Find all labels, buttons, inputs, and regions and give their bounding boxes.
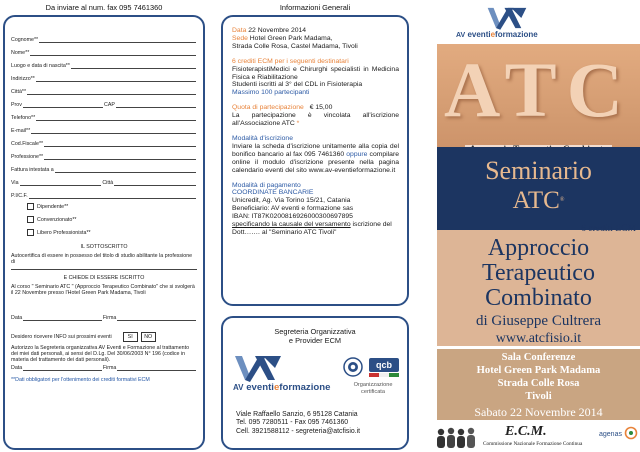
sottoscritto-heading: IL SOTTOSCRITTO <box>80 244 128 250</box>
venue-band <box>437 349 640 420</box>
checkbox-label: Libero Professionista** <box>37 229 91 236</box>
mandatory-footnote: **Dati obbligatori per l'ottenimento dei crediti formativi ECM <box>11 377 150 383</box>
professione-line[interactable] <box>11 265 197 270</box>
chiede-heading: E CHIEDE DI ESSERE ISCRITTO <box>63 275 145 281</box>
registration-form <box>3 15 205 450</box>
author-line: di Giuseppe Cultrera <box>476 313 601 329</box>
data-label: Data <box>11 315 23 321</box>
segreteria-contact <box>236 411 360 436</box>
form-field-row <box>11 69 197 82</box>
checkbox-group <box>11 200 197 239</box>
max-participants: Massimo 100 partecipanti <box>232 89 310 97</box>
form-field-input-line[interactable] <box>23 103 103 108</box>
checkbox-convenzionato[interactable] <box>27 216 34 223</box>
checkbox-row-dipendente[interactable] <box>11 200 197 213</box>
venue-line-3: Strada Colle Rosa <box>497 378 580 389</box>
form-field-row <box>11 108 197 121</box>
form-field-row <box>11 160 197 173</box>
segreteria-title-line1: Segreteria Organizzativa <box>274 327 356 336</box>
firma-label: Firma <box>102 315 117 321</box>
agenas-sun-icon <box>624 426 638 440</box>
pagamento-title: Modalità di pagamento <box>232 181 301 189</box>
causale-underlined: specificando la causale del versamento <box>232 221 351 229</box>
title-band <box>437 223 640 346</box>
form-field-label: CAP <box>104 102 115 108</box>
quota-label: Quota di partecipazione <box>232 104 304 112</box>
venue-line-4: Tivoli <box>525 391 552 402</box>
website-link[interactable]: www.atcfisio.it <box>495 331 582 346</box>
form-field-input-line[interactable] <box>31 129 196 134</box>
data-firma-row-1 <box>11 308 197 321</box>
autocertifica-text <box>11 253 197 270</box>
info-optin-row <box>11 332 197 342</box>
form-field-input-line[interactable] <box>36 77 196 82</box>
quota-text <box>232 112 399 128</box>
pagamento-beneficiary: Beneficiario: AV eventi e formazione sas <box>232 205 354 213</box>
seg-phone: Tel. 095 7280511 - Fax 095 7461360 <box>236 419 349 427</box>
form-field-row <box>11 95 197 108</box>
form-field-label: Professione** <box>11 154 44 160</box>
iscrizione-text-b: compilare online il modulo d'iscrizione presente nella pagina calendario eventi del sito <box>232 150 400 174</box>
qcb-logo <box>369 358 399 372</box>
form-field-input-line[interactable] <box>36 116 196 121</box>
av-logo-av: AV <box>233 383 244 392</box>
checkbox-row-libero[interactable] <box>11 226 197 239</box>
general-info-panel <box>221 15 409 306</box>
info-header: Informazioni Generali <box>279 3 351 12</box>
qcb-text: qcb <box>375 360 392 370</box>
atc-trademark: ® <box>559 197 565 203</box>
form-field-label: Cognome** <box>11 37 39 43</box>
brochure-cover <box>432 0 640 452</box>
form-field-input-line[interactable] <box>20 181 102 186</box>
ecm-destinatari: FisioterapistiMedici e Chirurghi specialisti in Medicina Fisica e Riabilitazione <box>232 65 399 81</box>
form-field-row <box>11 186 197 199</box>
ecm-title: E.C.M. <box>505 424 547 439</box>
pagamento-subtitle: COORDINATE BANCARIE <box>232 189 314 197</box>
form-field-row <box>11 43 197 56</box>
firma-input-line[interactable] <box>117 366 196 371</box>
form-field-row <box>11 82 197 95</box>
checkbox-libero-professionista[interactable] <box>27 229 34 236</box>
form-field-label: Città <box>102 180 114 186</box>
atc-hand-letters: ATC <box>444 46 633 133</box>
seg-cell-email: Cell. 3921588112 - segreteria@atcfisio.it <box>236 427 361 435</box>
sede-value: Hotel Green Park Madama, <box>249 34 333 42</box>
iscrizione-site-link[interactable]: www.av-eventieformazione.it <box>308 166 396 174</box>
iscrizione-text <box>232 143 399 175</box>
data-label: Data <box>232 27 247 34</box>
form-field-input-line[interactable] <box>116 103 196 108</box>
form-field-input-line[interactable] <box>114 181 196 186</box>
seminario-title: Seminario <box>485 156 592 185</box>
pagamento-causale <box>232 221 399 237</box>
cover-logo-eventi: eventi <box>467 30 491 39</box>
form-field-label: Indirizzo** <box>11 76 35 82</box>
form-field-input-line[interactable] <box>71 64 196 69</box>
causale-text: iscrizione del Dott……. al "Seminario ATC Tivoli" <box>232 221 392 236</box>
form-field-label: Nome** <box>11 50 30 56</box>
data-value: 22 Novembre 2014 <box>248 27 307 34</box>
cover-logo-av: AV <box>456 32 466 39</box>
form-field-row <box>11 30 197 43</box>
av-logo-formazione: formazione <box>279 382 331 393</box>
quota-line <box>232 104 399 112</box>
av-logo-text <box>233 382 330 393</box>
ecm-label: 6 crediti ECM per i seguenti destinatari <box>232 57 349 65</box>
cover-logo-e: e <box>490 30 496 39</box>
data-label: Data <box>11 365 23 371</box>
sede-label: Sede <box>232 34 248 42</box>
av-logo-mark <box>233 354 283 382</box>
segreteria-title <box>223 327 407 345</box>
iscrizione-text-a: Inviare la scheda d'iscrizione unitamente alla copia del bonifico bancario al fax 095 7461360 <box>232 142 399 158</box>
form-field-label: Luogo e data di nascita** <box>11 63 70 69</box>
quota-mark: * <box>296 120 300 128</box>
checkbox-label: Dipendente** <box>37 203 69 210</box>
cover-logo-text <box>456 30 538 39</box>
av-logo-mark <box>486 6 528 30</box>
firma-input-line[interactable] <box>117 316 196 321</box>
agenas-logo <box>599 424 639 444</box>
form-field-input-line[interactable] <box>39 38 196 43</box>
autorizzo-text: Autorizzo la Segreteria organizzativa AV Eventi e Formazione al trattamento dei miei dati personali, ai sensi del D.Lg. Del 30/06/2003 N° 196 (codice in materia del trattamento dei dati personali). <box>11 345 190 363</box>
seg-address: Viale Raffaello Sanzio, 6 95128 Catania <box>236 411 358 418</box>
title-line-3: Combinato <box>485 285 592 311</box>
title-line-1: Approccio <box>487 235 590 261</box>
form-field-label: Fattura intestata a <box>11 167 54 173</box>
iscrizione-oppure: oppure <box>346 150 368 158</box>
seminario-band <box>437 147 640 230</box>
form-field-input-line[interactable] <box>27 90 196 95</box>
quota-value: € 15,00 <box>309 104 333 112</box>
si-option[interactable]: SI <box>123 332 138 342</box>
corso-text: Al corso " Seminario ATC " (Approccio Terapeutico Combinato" che si svolgerà il 22 Novembre presso l'Hotel Green Park Madama, Tivoli <box>11 284 195 296</box>
cover-top-logo <box>454 6 564 46</box>
ecm-subtitle: Commissione Nazionale Formazione Continua <box>483 441 583 447</box>
form-field-input-line[interactable] <box>44 155 196 160</box>
av-logo <box>233 354 338 396</box>
ecm-students: Studenti iscritti al 3° del CDL in Fisioterapia <box>232 81 363 89</box>
form-field-row <box>11 147 197 160</box>
quota-text-body: La partecipazione è vincolata all'iscrizione all'Associazione ATC <box>232 112 399 128</box>
venue-line-1: Sala Conferenze <box>501 352 576 363</box>
title-line-2: Terapeutico <box>482 260 595 286</box>
cert-seal-icon <box>343 356 363 378</box>
venue-line-2: Hotel Green Park Madama <box>476 365 601 376</box>
form-field-input-line[interactable] <box>30 51 196 56</box>
firma-label: Firma <box>102 365 117 371</box>
people-silhouettes-icon <box>435 426 477 450</box>
qcb-flags <box>369 373 399 377</box>
cert-label: Organizzazione certificata <box>353 382 393 395</box>
date-line <box>232 27 399 35</box>
desidero-label: Desidero ricevere INFO sui prossimi eventi <box>11 334 112 340</box>
form-field-label: Cod.Fiscale** <box>11 141 44 147</box>
sede-address: Strada Colle Rosa, Castel Madama, Tivoli <box>232 42 358 50</box>
segreteria-panel <box>221 316 409 450</box>
av-logo-eventi: eventi <box>246 382 274 393</box>
checkbox-dipendente[interactable] <box>27 203 34 210</box>
iscrizione-title: Modalità d'iscrizione <box>232 134 293 142</box>
data-input-line[interactable] <box>23 316 102 321</box>
form-field-label: E-mail** <box>11 128 31 134</box>
seminario-atc-text: ATC <box>512 187 560 214</box>
segreteria-title-line2: e Provider ECM <box>288 336 342 345</box>
pagamento-bank: Unicredit, Ag. Via Torino 15/21, Catania <box>232 197 351 205</box>
form-field-row <box>11 121 197 134</box>
event-date: Sabato 22 Novembre 2014 <box>474 405 603 419</box>
data-input-line[interactable] <box>23 366 102 371</box>
form-field-row <box>11 134 197 147</box>
form-field-input-line[interactable] <box>44 142 196 147</box>
form-field-row <box>11 56 197 69</box>
autocertifica-label: Autocertifica di essere in possesso del titolo di studio abilitante la professione di <box>11 253 193 265</box>
form-field-row <box>11 173 197 186</box>
form-header: Da inviare al num. fax 095 7461360 <box>45 3 163 12</box>
checkbox-row-convenzionato[interactable] <box>11 213 197 226</box>
av-logo-e: e <box>273 382 280 393</box>
form-field-label: Via <box>11 180 19 186</box>
form-field-input-line[interactable] <box>55 168 196 173</box>
crediti-ecm: 6 crediti ECM <box>581 223 636 234</box>
form-fields <box>11 30 197 199</box>
form-field-label: P.I/C.F. <box>11 193 28 199</box>
no-option[interactable]: NO <box>141 332 156 342</box>
form-field-label: Città** <box>11 89 27 95</box>
agenas-text: agenas <box>599 431 622 438</box>
certification-logos <box>343 356 403 402</box>
pagamento-iban: IBAN: IT87K0200816926000300697895 <box>232 213 353 221</box>
ecm-footer <box>435 423 640 452</box>
form-field-input-line[interactable] <box>29 194 196 199</box>
cover-logo-formazione: formazione <box>495 30 538 39</box>
sede-line <box>232 35 399 43</box>
form-field-label: Prov <box>11 102 22 108</box>
seminario-atc <box>437 187 640 214</box>
data-firma-row-2 <box>11 363 197 371</box>
checkbox-label: Convenzionato** <box>37 216 77 223</box>
form-field-label: Telefono** <box>11 115 36 121</box>
